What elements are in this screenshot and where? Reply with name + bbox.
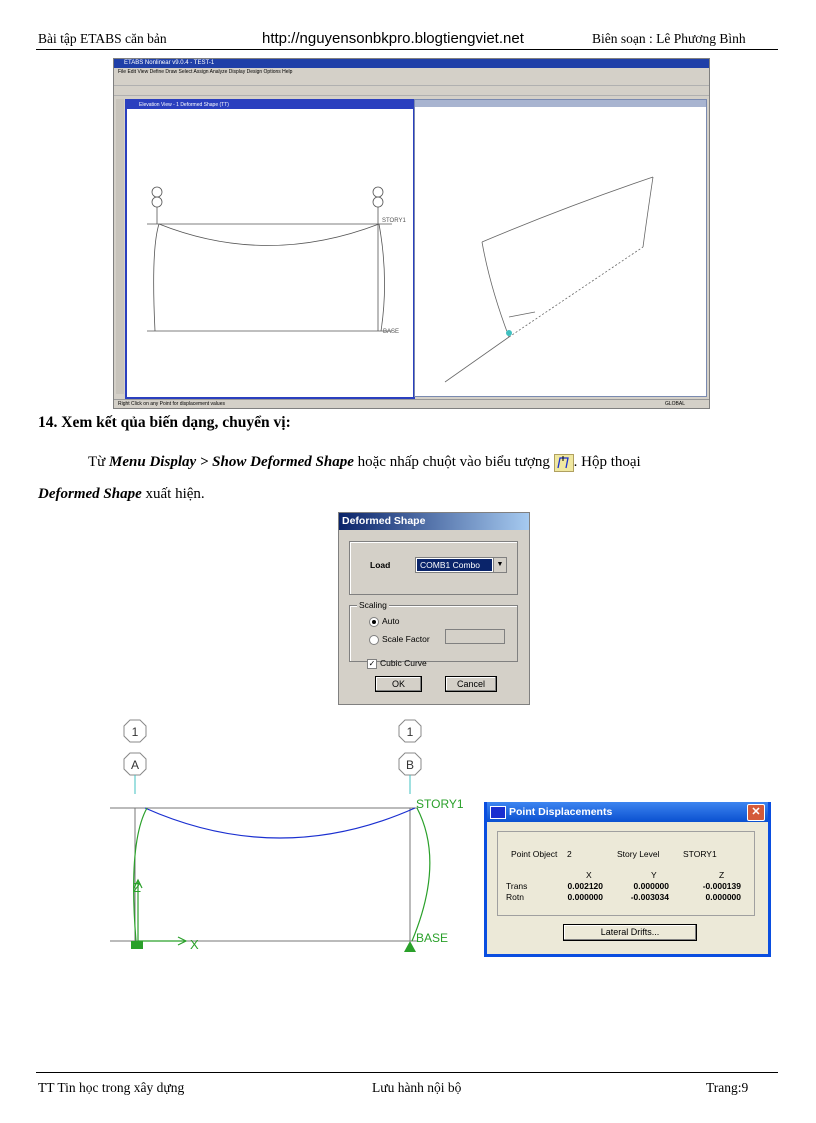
frame-plot-svg — [100, 712, 478, 957]
chevron-down-icon[interactable]: ▼ — [493, 558, 506, 572]
story-level-value: STORY1 — [683, 849, 717, 859]
row-rotn-x: 0.000000 — [567, 892, 603, 902]
row-rotn-y: -0.003034 — [630, 892, 669, 902]
para-mid: hoặc nhấp chuột vào biểu tượng — [353, 454, 554, 470]
row-rotn-label: Rotn — [506, 892, 524, 902]
header-right: Biên soạn : Lê Phương Bình — [592, 31, 746, 46]
para-menu-path: Menu Display > Show Deformed Shape — [109, 454, 354, 470]
deformed-shape-icon — [554, 454, 574, 472]
load-select-value: COMB1 Combo — [417, 559, 492, 571]
elevation-drawing — [127, 109, 413, 397]
grid-num-a: 1 — [131, 725, 139, 739]
load-select[interactable] — [415, 557, 507, 573]
point-dialog-titlebar — [487, 802, 768, 822]
3d-point-marker — [506, 330, 512, 336]
para-line-1 — [88, 452, 641, 472]
ok-button[interactable]: OK — [375, 676, 422, 692]
deformed-column-a — [134, 808, 147, 941]
3d-view-pane — [414, 99, 707, 397]
row-trans-y: 0.000000 — [633, 881, 669, 891]
elevation-pane-title: Elevation View - 1 Deformed Shape (TT) — [127, 101, 413, 109]
grid-num-b: 1 — [406, 725, 414, 739]
etabs-screenshot — [113, 58, 710, 409]
footer-page: Trang:9 — [706, 1080, 749, 1095]
row-trans-x: 0.002120 — [567, 881, 603, 891]
deformed-shape-dialog — [338, 512, 530, 705]
3d-drawing — [415, 107, 706, 395]
col-x-header: X — [586, 870, 592, 880]
para-line-2 — [38, 484, 205, 504]
status-coordsys: GLOBAL — [664, 401, 685, 407]
col-y-header: Y — [651, 870, 657, 880]
point-object-value: 2 — [567, 849, 572, 859]
etabs-titlebar: ETABS Nonlinear v9.0.4 - TEST-1 — [114, 59, 709, 68]
header-rule — [36, 49, 778, 50]
point-info-group — [497, 831, 755, 916]
para-suffix: . Hộp thoại — [573, 454, 641, 470]
cubic-curve-label: Cubic Curve — [380, 658, 427, 668]
cancel-button[interactable]: Cancel — [445, 676, 497, 692]
scaling-label: Scaling — [359, 600, 387, 610]
para-prefix: Từ — [88, 454, 110, 470]
para-suffix-2: xuất hiện. — [141, 486, 205, 502]
etabs-menubar: File Edit View Define Draw Select Assign Analyze Display Design Options Help — [118, 69, 293, 75]
footer-center: Lưu hành nội bộ — [372, 1080, 462, 1095]
etabs-side-toolbar — [116, 99, 124, 394]
pane-base-label: BASE — [383, 329, 400, 335]
pane-story-label: STORY1 — [382, 218, 406, 224]
base-label: BASE — [416, 931, 449, 945]
col-z-header: Z — [719, 870, 725, 880]
story-label: STORY1 — [416, 797, 464, 811]
header-left: Bài tập ETABS căn bản — [38, 31, 167, 46]
grid-letter-b: B — [405, 758, 415, 772]
frame-plot — [100, 712, 478, 957]
axis-z-label: Z — [133, 880, 141, 895]
elevation-pane — [125, 99, 415, 399]
scale-factor-radio[interactable] — [369, 635, 379, 645]
3d-pane-title — [415, 100, 706, 107]
footer-left: TT Tin học trong xây dựng — [38, 1080, 185, 1095]
header-url[interactable]: http://nguyensonbkpro.blogtiengviet.net — [262, 30, 524, 47]
etabs-toolbar-2 — [114, 86, 709, 96]
para-dialog-name: Deformed Shape — [38, 486, 142, 502]
scale-factor-label: Scale Factor — [382, 634, 430, 644]
auto-radio[interactable] — [369, 617, 379, 627]
auto-label: Auto — [382, 616, 400, 626]
support-a — [131, 941, 143, 949]
point-dialog-title: Point Displacements — [509, 806, 613, 818]
scale-factor-input[interactable] — [445, 629, 505, 644]
row-trans-z: -0.000139 — [702, 881, 741, 891]
status-text: Right Click on any Point for displacement values — [118, 401, 225, 407]
story-level-label: Story Level — [617, 849, 660, 859]
support-b — [404, 941, 416, 952]
etabs-statusbar — [114, 399, 710, 408]
load-label: Load — [370, 560, 391, 570]
point-object-label: Point Object — [511, 849, 558, 859]
deformed-dialog-title: Deformed Shape — [339, 513, 529, 530]
close-icon[interactable]: ✕ — [747, 804, 765, 821]
axis-x-label: X — [190, 937, 199, 952]
lateral-drifts-button[interactable]: Lateral Drifts... — [563, 924, 697, 941]
deformed-beam — [145, 808, 415, 838]
row-rotn-z: 0.000000 — [705, 892, 741, 902]
grid-letter-a: A — [130, 758, 140, 772]
etabs-app-icon — [490, 806, 506, 819]
deformed-column-b — [412, 808, 430, 941]
cubic-curve-checkbox[interactable]: ✓ — [368, 659, 376, 668]
row-trans-label: Trans — [506, 881, 528, 891]
point-displacements-dialog — [484, 802, 771, 957]
etabs-toolbar-1 — [114, 76, 709, 86]
section-title: 14. Xem kết qủa biến dạng, chuyển vị: — [38, 414, 291, 431]
footer-rule — [36, 1072, 778, 1073]
